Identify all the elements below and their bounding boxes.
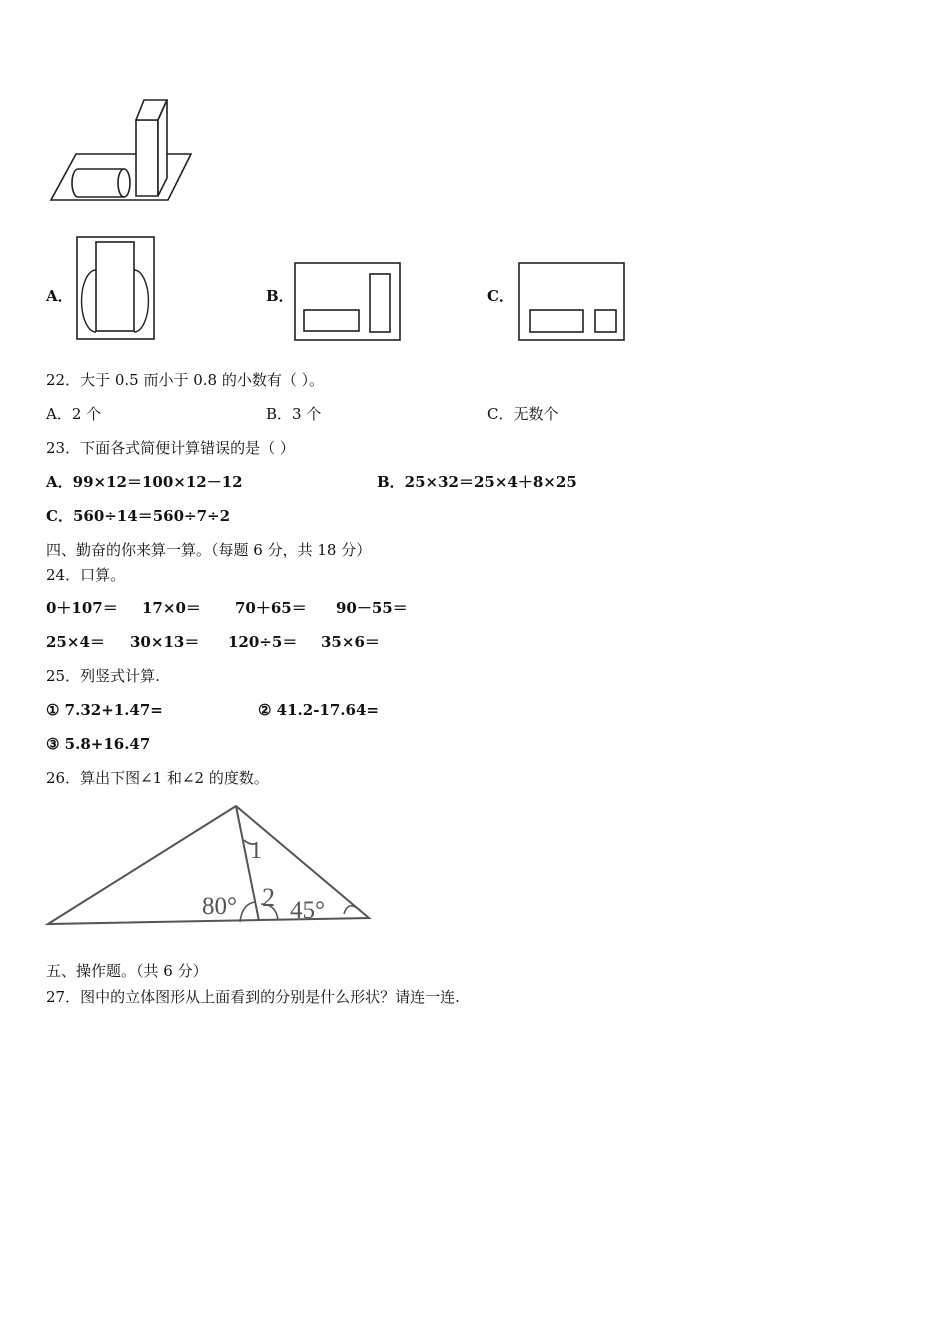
option-c-figure: [518, 262, 626, 342]
q22-stem: 22．大于 0.5 而小于 0.8 的小数有（ ）。: [46, 371, 325, 389]
option-a-figure: [76, 236, 156, 340]
q22-option-a: A．2 个: [46, 405, 102, 423]
solid-figure: [48, 96, 198, 206]
q24-r1-2: 17×0＝: [142, 599, 201, 617]
q23-option-c: C．560÷14＝560÷7÷2: [46, 507, 231, 525]
q24-r1-4: 90－55＝: [336, 599, 408, 617]
q22-option-c: C．无数个: [487, 405, 559, 423]
q24-r1-3: 70＋65＝: [235, 599, 307, 617]
angle-1-label: 1: [250, 838, 262, 864]
q25-item-1: ① 7.32+1.47=: [46, 701, 163, 719]
option-a-letter: A．: [46, 287, 73, 305]
q24-r1-1: 0＋107＝: [46, 599, 118, 617]
triangle-figure: [44, 800, 376, 930]
q25-item-2: ② 41.2-17.64=: [258, 701, 379, 719]
q25-stem: 25．列竖式计算.: [46, 667, 160, 685]
option-b-letter: B．: [266, 287, 294, 305]
q24-r2-2: 30×13＝: [130, 633, 200, 651]
q24-r2-1: 25×4＝: [46, 633, 105, 651]
angle-2-label: 2: [262, 883, 275, 912]
q23-option-b: B．25×32＝25×4＋8×25: [377, 473, 577, 491]
q23-option-a: A．99×12＝100×12－12: [46, 473, 243, 491]
angle-45-label: 45°: [290, 897, 325, 924]
q25-item-3: ③ 5.8+16.47: [46, 735, 151, 753]
q24-r2-4: 35×6＝: [321, 633, 380, 651]
q22-option-b: B．3 个: [266, 405, 322, 423]
option-b-figure: [294, 262, 402, 342]
section5-title: 五、操作题。（共 6 分）: [46, 962, 208, 980]
q23-stem: 23．下面各式简便计算错误的是（ ）: [46, 439, 295, 457]
section4-title: 四、勤奋的你来算一算。（每题 6 分，共 18 分）: [46, 541, 372, 559]
angle-80-label: 80°: [202, 893, 237, 920]
option-c-letter: C．: [487, 287, 514, 305]
q27-stem: 27．图中的立体图形从上面看到的分别是什么形状？请连一连.: [46, 988, 460, 1006]
q24-r2-3: 120÷5＝: [228, 633, 298, 651]
q24-stem: 24．口算。: [46, 566, 126, 584]
q26-stem: 26．算出下图∠1 和∠2 的度数。: [46, 769, 269, 787]
